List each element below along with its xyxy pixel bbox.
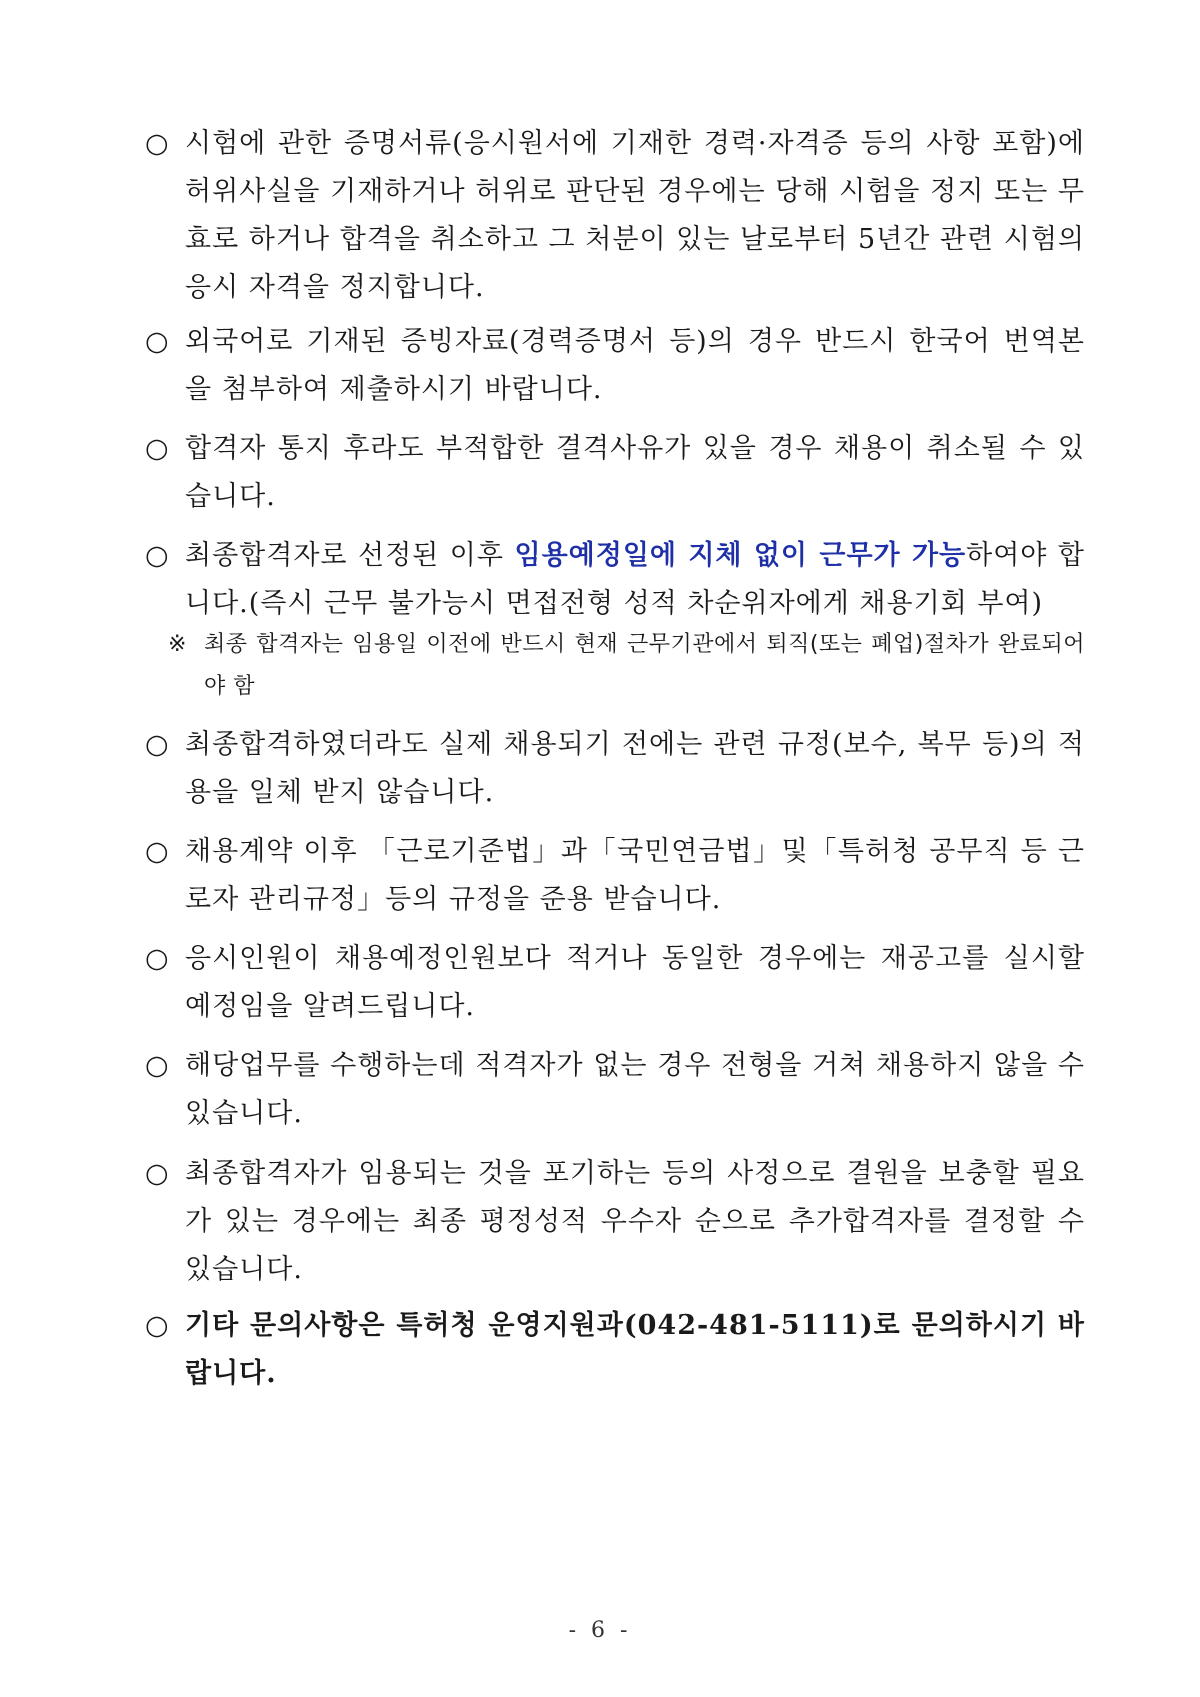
circle-bullet-icon: ○ xyxy=(145,326,170,357)
notice-text: 기타 문의사항은 특허청 운영지원과(042-481-5111)로 문의하시기 바랍니다. xyxy=(185,1310,1085,1389)
notice-text: 외국어로 기재된 증빙자료(경력증명서 등)의 경우 반드시 한국어 번역본을 첨부하여 제출하시기 바랍니다. xyxy=(185,326,1085,405)
highlighted-requirement: 임용예정일에 지체 없이 근무가 가능 xyxy=(514,540,967,571)
notice-item-disqualification xyxy=(145,425,1085,521)
notice-text: 최종합격자가 임용되는 것을 포기하는 등의 사정으로 결원을 보충할 필요가 있는 경우에는 최종 평정성적 우수자 순으로 추가합격자를 결정할 수 있습니다. xyxy=(185,1158,1085,1285)
notice-text: 채용계약 이후 「근로기준법」과「국민연금법」및「특허청 공무직 등 근로자 관리규정」등의 규정을 준용 받습니다. xyxy=(185,836,1085,915)
circle-bullet-icon: ○ xyxy=(145,128,170,159)
notice-text: 최종합격하였더라도 실제 채용되기 전에는 관련 규정(보수, 복무 등)의 적용을 일체 받지 않습니다. xyxy=(185,729,1085,808)
notice-text xyxy=(145,532,1085,628)
circle-bullet-icon: ○ xyxy=(145,1158,170,1189)
circle-bullet-icon: ○ xyxy=(145,1310,170,1341)
notice-item-re-announcement xyxy=(145,935,1085,1031)
notice-item-false-documents xyxy=(145,120,1085,312)
notice-item-no-qualified-candidate xyxy=(145,1042,1085,1138)
notice-item-labor-laws xyxy=(145,828,1085,924)
notice-text: 응시인원이 채용예정인원보다 적거나 동일한 경우에는 재공고를 실시할 예정임을 알려드립니다. xyxy=(185,943,1085,1022)
reference-mark-icon: ※ xyxy=(168,632,187,657)
circle-bullet-icon: ○ xyxy=(145,729,170,760)
circle-bullet-icon: ○ xyxy=(145,943,170,974)
notice-text: 시험에 관한 증명서류(응시원서에 기재한 경력·자격증 등의 사항 포함)에 허위사실을 기재하거나 허위로 판단된 경우에는 당해 시험을 정지 또는 무효로 하거나 합격을 취소하고 그 처분이 있는 날로부터 5년간 관련 시험의 응시 자격을 정지합니다. xyxy=(185,128,1085,303)
notice-text-before: 최종합격자로 선정된 이후 xyxy=(185,540,515,571)
notice-item-foreign-language-documents xyxy=(145,318,1085,414)
notice-text: 해당업무를 수행하는데 적격자가 없는 경우 전형을 거쳐 채용하지 않을 수 있습니다. xyxy=(185,1050,1085,1129)
circle-bullet-icon: ○ xyxy=(145,540,170,571)
circle-bullet-icon: ○ xyxy=(145,836,170,867)
notice-item-regulations-before-hire xyxy=(145,721,1085,817)
notice-item-contact xyxy=(145,1302,1085,1398)
notice-text: 합격자 통지 후라도 부적합한 결격사유가 있을 경우 채용이 취소될 수 있습니다. xyxy=(185,433,1085,512)
page-number: - 6 - xyxy=(568,1618,632,1643)
note-text: 최종 합격자는 임용일 이전에 반드시 현재 근무기관에서 퇴직(또는 폐업)절차가 완료되어야 함 xyxy=(204,632,1085,699)
circle-bullet-icon: ○ xyxy=(145,433,170,464)
notice-item-start-date xyxy=(145,532,1085,628)
notice-text-after: 하여야 합니다.(즉시 근무 불가능시 면접전형 성적 차순위자에게 채용기회 부여) xyxy=(185,540,1085,619)
note-resignation xyxy=(168,624,1085,708)
circle-bullet-icon: ○ xyxy=(145,1050,170,1081)
notice-item-additional-pass xyxy=(145,1150,1085,1294)
